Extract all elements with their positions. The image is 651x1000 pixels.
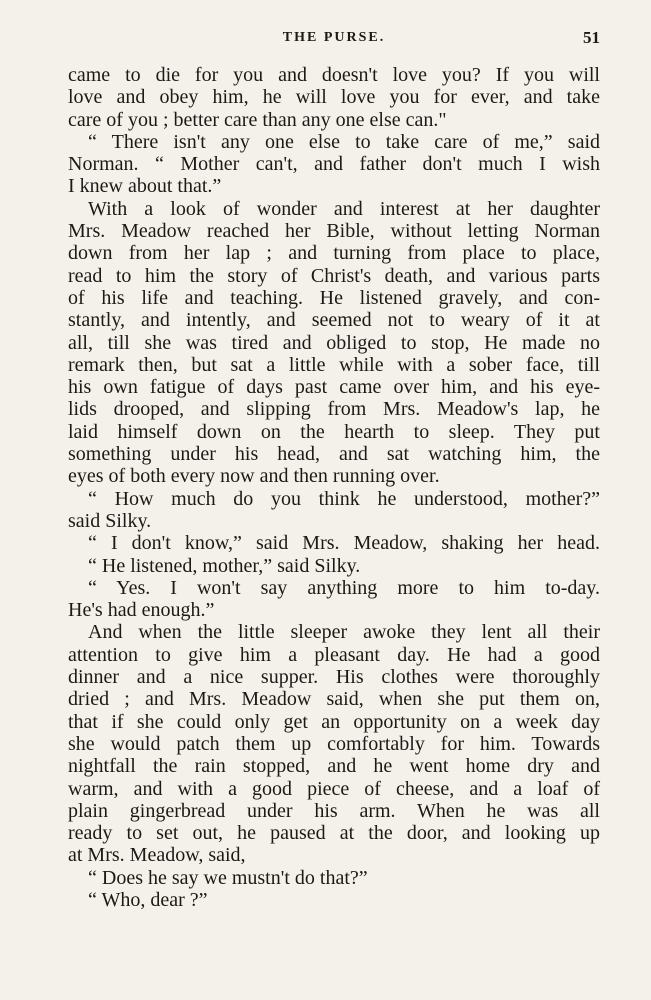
body-text	[68, 64, 600, 911]
text-line: of his life and teaching. He listened gravely, and con-	[68, 286, 600, 309]
text-line: eyes of both every now and then running over.	[68, 465, 440, 488]
text-line: at Mrs. Meadow, said,	[68, 844, 246, 867]
text-line: down from her lap ; and turning from place to place,	[68, 242, 600, 265]
text-line: “ I don't know,” said Mrs. Meadow, shaking her head.	[88, 532, 600, 555]
text-line: said Silky.	[68, 509, 152, 532]
text-line: Norman. “ Mother can't, and father don't much I wish	[68, 153, 600, 176]
text-line: “ Who, dear ?”	[88, 888, 208, 911]
text-line: “ He listened, mother,” said Silky.	[88, 554, 361, 577]
text-line: “ There isn't any one else to take care of me,” said	[88, 130, 600, 153]
text-line: “ Does he say we mustn't do that?”	[88, 866, 368, 889]
text-line: lids drooped, and slipping from Mrs. Meadow's lap, he	[68, 398, 600, 421]
text-line: his own fatigue of days past came over him, and his eye-	[68, 376, 600, 399]
running-head	[68, 30, 600, 52]
text-line: warm, and with a good piece of cheese, and a loaf of	[68, 777, 600, 800]
text-line: something under his head, and sat watching him, the	[68, 443, 600, 466]
text-line: “ How much do you think he understood, mother?”	[88, 487, 600, 510]
text-line: love and obey him, he will love you for ever, and take	[68, 86, 600, 109]
text-line: ready to set out, he paused at the door, and looking up	[68, 822, 600, 845]
text-line: remark then, but sat a little while with a sober face, till	[68, 353, 600, 376]
text-line: care of you ; better care than any one else can."	[68, 108, 447, 131]
text-line: that if she could only get an opportunity on a week day	[68, 710, 600, 733]
text-line: And when the little sleeper awoke they lent all their	[88, 621, 600, 644]
text-line: dried ; and Mrs. Meadow said, when she put them on,	[68, 688, 600, 711]
text-line: she would patch them up comfortably for him. Towards	[68, 732, 600, 755]
text-line: nightfall the rain stopped, and he went home dry and	[68, 755, 600, 778]
text-line: laid himself down on the hearth to sleep. They put	[68, 420, 600, 443]
text-line: He's had enough.”	[68, 599, 215, 622]
text-line: With a look of wonder and interest at her daughter	[88, 197, 600, 220]
text-line: plain gingerbread under his arm. When he was all	[68, 799, 600, 822]
text-line: dinner and a nice supper. His clothes were thoroughly	[68, 666, 600, 689]
text-line: came to die for you and doesn't love you? If you will	[68, 64, 600, 86]
text-line: “ Yes. I won't say anything more to him to-day.	[88, 576, 600, 599]
text-line: attention to give him a pleasant day. He had a good	[68, 643, 600, 666]
text-line: all, till she was tired and obliged to stop, He made no	[68, 331, 600, 354]
text-line: Mrs. Meadow reached her Bible, without letting Norman	[68, 220, 600, 243]
text-line: stantly, and intently, and seemed not to weary of it at	[68, 309, 600, 332]
page-number: 51	[583, 28, 600, 47]
running-title: THE PURSE.	[282, 30, 386, 45]
text-line: read to him the story of Christ's death, and various parts	[68, 264, 600, 287]
text-line: I knew about that.”	[68, 175, 222, 198]
